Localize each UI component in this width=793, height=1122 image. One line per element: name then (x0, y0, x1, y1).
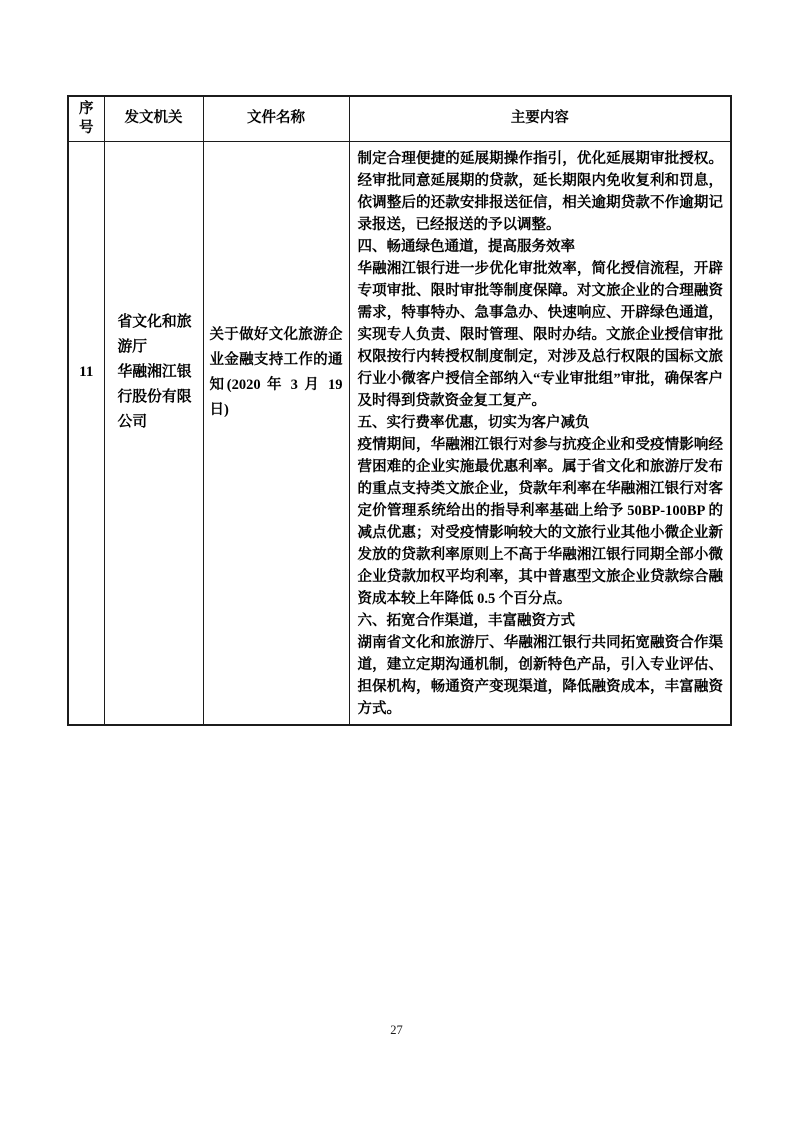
column-header-agency: 发文机关 (104, 96, 203, 141)
content-paragraph: 湖南省文化和旅游厅、华融湘江银行共同拓宽融资合作渠道，建立定期沟通机制，创新特色产品，引入专业评估、担保机构，畅通资产变现渠道，降低融资成本，丰富融资方式。 (357, 634, 723, 717)
cell-document-name: 关于做好文化旅游企业金融支持工作的通知(2020 年 3 月 19 日) (203, 141, 349, 725)
page-number: 27 (390, 1023, 403, 1037)
cell-main-content (349, 141, 731, 725)
column-header-main-content: 主要内容 (349, 96, 731, 141)
column-header-index: 序号 (68, 96, 104, 141)
content-section-heading: 四、畅通绿色通道，提高服务效率 (357, 238, 575, 255)
content-paragraph: 疫情期间，华融湘江银行对参与抗疫企业和受疫情影响经营困难的企业实施最优惠利率。属于省文化和旅游厅发布的重点支持类文旅企业，贷款年利率在华融湘江银行对客定价管理系统给出的指导利率基础上给予 50BP-100BP 的减点优惠；对受疫情影响较大的文旅行业其他小微企业新发放的贷款利率原则上不高于华融湘江银行同期全部小微企业贷款加权平均利率，其中普惠型文旅企业贷款综合融资成本较上年降低 0.5 个百分点。 (357, 436, 723, 607)
table-header-row (68, 96, 731, 141)
content-section-heading: 六、拓宽合作渠道，丰富融资方式 (357, 612, 575, 629)
content-paragraph: 制定合理便捷的延展期操作指引，优化延展期审批授权。经审批同意延展期的贷款，延长期限内免收复利和罚息，依调整后的还款安排报送征信，相关逾期贷款不作逾期记录报送，已经报送的予以调整。 (357, 150, 723, 233)
agency-name: 省文化和旅游厅 (117, 314, 192, 355)
regulation-table (67, 95, 732, 726)
content-section-heading: 五、实行费率优惠，切实为客户减负 (357, 414, 590, 431)
content-paragraph: 华融湘江银行进一步优化审批效率，简化授信流程，开辟专项审批、限时审批等制度保障。对文旅企业的合理融资需求，特事特办、急事急办、快速响应、开辟绿色通道，实现专人负责、限时管理、限时办结。文旅企业授信审批权限按行内转授权制度制定，对涉及总行权限的国标文旅行业小微客户授信全部纳入“专业审批组”审批，确保客户及时得到贷款资金复工复产。 (357, 260, 723, 409)
table-row (68, 141, 731, 725)
agency-name: 华融湘江银行股份有限公司 (117, 364, 192, 430)
cell-issuing-agency (104, 141, 203, 725)
cell-row-index: 11 (68, 141, 104, 725)
column-header-doc-name: 文件名称 (203, 96, 349, 141)
